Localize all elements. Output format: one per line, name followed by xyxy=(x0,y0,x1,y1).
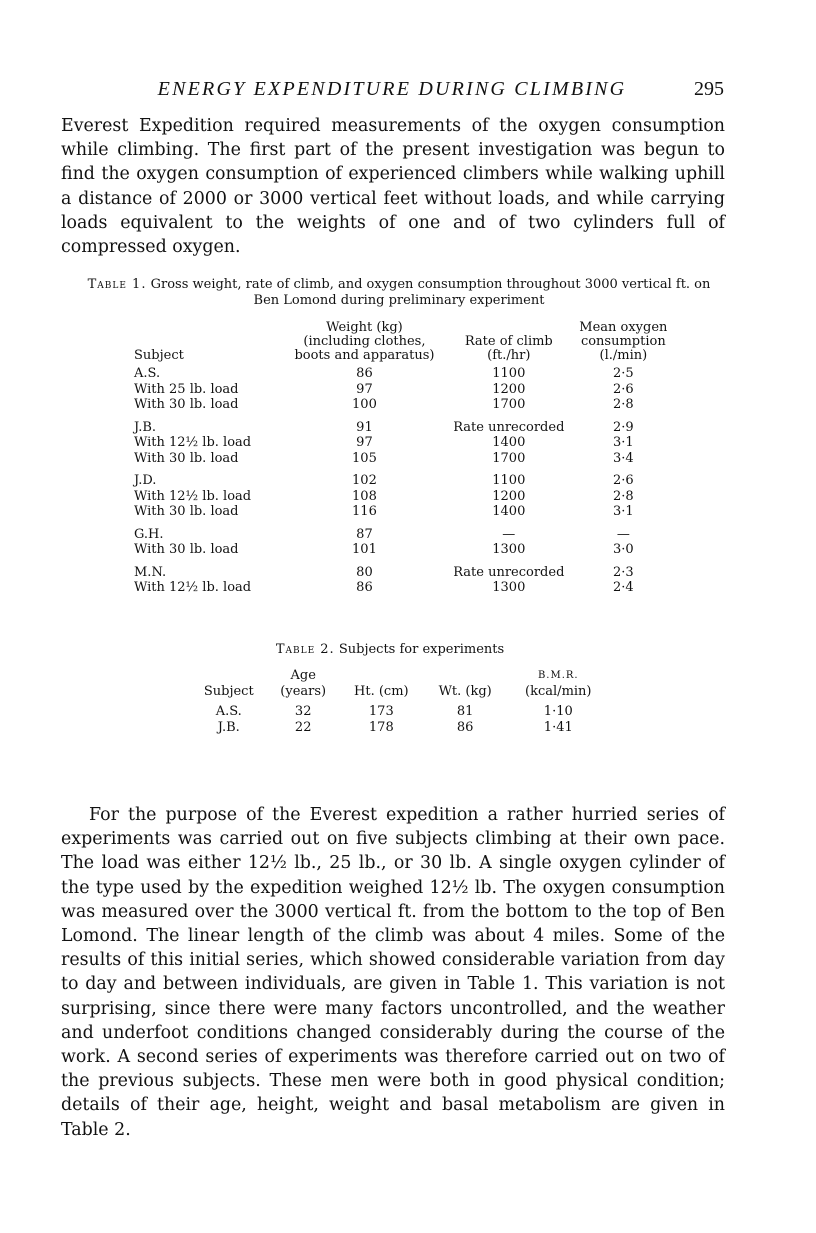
table2-caption xyxy=(60,642,720,658)
table1-cell-rate: Rate unrecorded xyxy=(453,564,565,580)
table2-label: Table 2. xyxy=(275,642,335,657)
table1-header-oxygen-line: (l./min) xyxy=(599,348,648,363)
table1-header-weight-line: Weight (kg) xyxy=(326,320,403,335)
table1-cell-weight: 102 xyxy=(352,473,377,488)
table1-cell-weight: 100 xyxy=(352,397,377,412)
table1-header-weight-line: boots and apparatus) xyxy=(294,348,435,363)
table1-header-rate xyxy=(445,321,573,366)
table1-header-oxygen-line: Mean oxygen xyxy=(579,320,668,335)
table1-cell-rate: 1100 xyxy=(492,473,526,488)
table-row xyxy=(134,580,674,596)
running-head xyxy=(60,78,724,102)
table1-header-weight-line: (including clothes, xyxy=(303,334,426,349)
table-row xyxy=(190,720,610,736)
table1-cell-weight: 97 xyxy=(356,381,373,397)
table2-cell-subject: A.S. xyxy=(215,704,242,719)
table1-cell-rate: 1400 xyxy=(492,435,526,450)
table1-header-rate-line: (ft./hr) xyxy=(487,348,531,363)
table1-cell-rate: 1700 xyxy=(492,397,526,412)
table1-cell-subject: With 30 lb. load xyxy=(134,504,239,519)
table1-header-rate-line: Rate of climb xyxy=(464,334,553,349)
table2-header-bmr-line: B.M.R. xyxy=(537,670,579,681)
table2-cell-age: 22 xyxy=(294,720,312,735)
table2-cell-weight: 81 xyxy=(456,704,474,719)
table1-cell-weight: 108 xyxy=(352,488,377,504)
table1-cell-oxygen: 2·3 xyxy=(613,564,634,580)
table2-cell-height: 178 xyxy=(368,720,394,735)
table2-cell-age: 32 xyxy=(294,704,312,719)
table1-cell-weight: 91 xyxy=(356,419,373,435)
table1-cell-oxygen: 2·6 xyxy=(613,381,634,397)
table1-cell-oxygen: 3·1 xyxy=(613,504,634,519)
table1-cell-weight: 86 xyxy=(356,580,373,595)
table2-header-age-line: Age xyxy=(290,668,316,683)
table1-header-weight xyxy=(284,321,445,366)
table2-header-age-line: (years) xyxy=(280,684,327,699)
intro-paragraph: Everest Expedition required measurements of the oxygen consumption while climbing. The first part of the present investigation was begun to find the oxygen consumption of experienced climbers while walking uphill a distance of 2000 or 3000 vertical feet without loads, and while carrying loads equivalent to the weights of one and of two cylinders full of compressed oxygen. xyxy=(61,116,725,258)
table1-cell-subject: With 12½ lb. load xyxy=(134,488,252,504)
table2-header-weight: Wt. (kg) xyxy=(438,684,492,699)
table1-cell-oxygen: 2·9 xyxy=(613,419,634,435)
table2-cell-bmr: 1·10 xyxy=(543,704,573,719)
table1-cell-rate: 1200 xyxy=(492,488,526,504)
table1-cell-subject: J.D. xyxy=(134,473,157,488)
table1-cell-oxygen: 2·8 xyxy=(613,488,634,504)
table1-cell-weight: 105 xyxy=(352,450,377,466)
table1-cell-weight: 80 xyxy=(356,564,373,580)
table1-header-oxygen xyxy=(573,321,674,366)
table1-cell-subject: With 25 lb. load xyxy=(134,381,239,397)
table2 xyxy=(190,668,610,736)
table1-caption-text: Gross weight, rate of climb, and oxygen consumption throughout 3000 vertical ft. on Ben Lomond during preliminary experiment xyxy=(150,277,711,308)
table1-cell-weight: 97 xyxy=(356,435,373,450)
table1-header-row xyxy=(134,321,674,366)
table2-header-age xyxy=(268,668,339,704)
table1-cell-subject: With 30 lb. load xyxy=(134,397,239,412)
table2-header-row xyxy=(190,668,610,704)
table-row xyxy=(134,366,674,382)
table1-cell-rate: — xyxy=(502,526,516,542)
table1-cell-subject: With 12½ lb. load xyxy=(134,435,252,450)
table1-cell-oxygen: 2·4 xyxy=(613,580,634,595)
table1-cell-subject: M.N. xyxy=(134,564,167,580)
table-row xyxy=(134,382,674,398)
table1-cell-oxygen: — xyxy=(616,526,630,542)
page-number: 295 xyxy=(694,78,724,100)
table2-header-subject: Subject xyxy=(203,684,254,699)
table1-cell-oxygen: 3·0 xyxy=(613,542,634,557)
table-row xyxy=(134,451,674,467)
table1-cell-oxygen: 3·4 xyxy=(613,450,634,466)
table-row xyxy=(134,397,674,413)
table1-label: Table 1. xyxy=(87,277,147,292)
second-paragraph: For the purpose of the Everest expedition a rather hurried series of experiments was carried out on five subjects climbing at their own pace. The load was either 12½ lb., 25 lb., or 30 lb. A single oxygen cylinder of the type used by the expedition weighed 12½ lb. The oxygen consumption was measured over the 3000 vertical ft. from the bottom to the top of Ben Lomond. The linear length of the climb was about 4 miles. Some of the results of this initial series, which showed considerable variation from day to day and between individuals, are given in Table 1. This variation is not surprising, since there were many factors uncontrolled, and the weather and underfoot conditions changed considerably during the course of the work. A second series of experiments was therefore carried out on two of the previous subjects. These men were both in good physical condition; details of their age, height, weight and basal metabolism are given in Table 2. xyxy=(61,805,725,1140)
table1-cell-subject: With 30 lb. load xyxy=(134,542,239,557)
table1 xyxy=(134,321,674,596)
table1-header-subject: Subject xyxy=(134,348,184,363)
table2-caption-text: Subjects for experiments xyxy=(338,642,505,657)
table1-cell-rate: 1300 xyxy=(492,542,526,557)
table1-cell-rate: 1100 xyxy=(492,366,526,381)
table2-header-bmr-line: (kcal/min) xyxy=(525,684,592,699)
table2-cell-subject: J.B. xyxy=(217,720,240,735)
table2-cell-height: 173 xyxy=(368,704,394,719)
table-row xyxy=(134,435,674,451)
table1-caption xyxy=(74,277,724,309)
table1-cell-oxygen: 2·5 xyxy=(613,366,634,381)
table1-cell-subject: A.S. xyxy=(134,366,161,381)
table1-cell-rate: 1400 xyxy=(492,504,526,519)
table1-cell-subject: J.B. xyxy=(134,419,157,435)
table1-cell-oxygen: 2·6 xyxy=(613,473,634,488)
table1-cell-subject: With 12½ lb. load xyxy=(134,580,252,595)
table-row xyxy=(134,504,674,520)
table1-cell-rate: 1700 xyxy=(492,450,526,466)
table1-cell-weight: 101 xyxy=(352,542,377,557)
table-row xyxy=(190,704,610,720)
table1-cell-oxygen: 2·8 xyxy=(613,397,634,412)
table1-cell-weight: 87 xyxy=(356,526,373,542)
table1-cell-weight: 86 xyxy=(356,366,373,381)
running-title: ENERGY EXPENDITURE DURING CLIMBING xyxy=(157,78,627,100)
table2-cell-weight: 86 xyxy=(456,720,474,735)
table-row xyxy=(134,558,674,581)
table-row xyxy=(134,520,674,543)
table1-cell-rate: 1300 xyxy=(492,580,526,595)
table-row xyxy=(134,542,674,558)
table2-header-height: Ht. (cm) xyxy=(354,684,409,699)
table-row xyxy=(134,489,674,505)
table1-cell-rate: 1200 xyxy=(492,381,526,397)
table1-cell-weight: 116 xyxy=(352,504,377,519)
table1-cell-subject: G.H. xyxy=(134,526,164,542)
table-row xyxy=(134,466,674,489)
table1-cell-subject: With 30 lb. load xyxy=(134,450,239,466)
table1-cell-oxygen: 3·1 xyxy=(613,435,634,450)
table-row xyxy=(134,413,674,436)
table1-header-oxygen-line: consumption xyxy=(580,334,666,349)
table2-header-bmr xyxy=(507,668,610,704)
table1-cell-rate: Rate unrecorded xyxy=(453,419,565,435)
table2-cell-bmr: 1·41 xyxy=(543,720,573,735)
